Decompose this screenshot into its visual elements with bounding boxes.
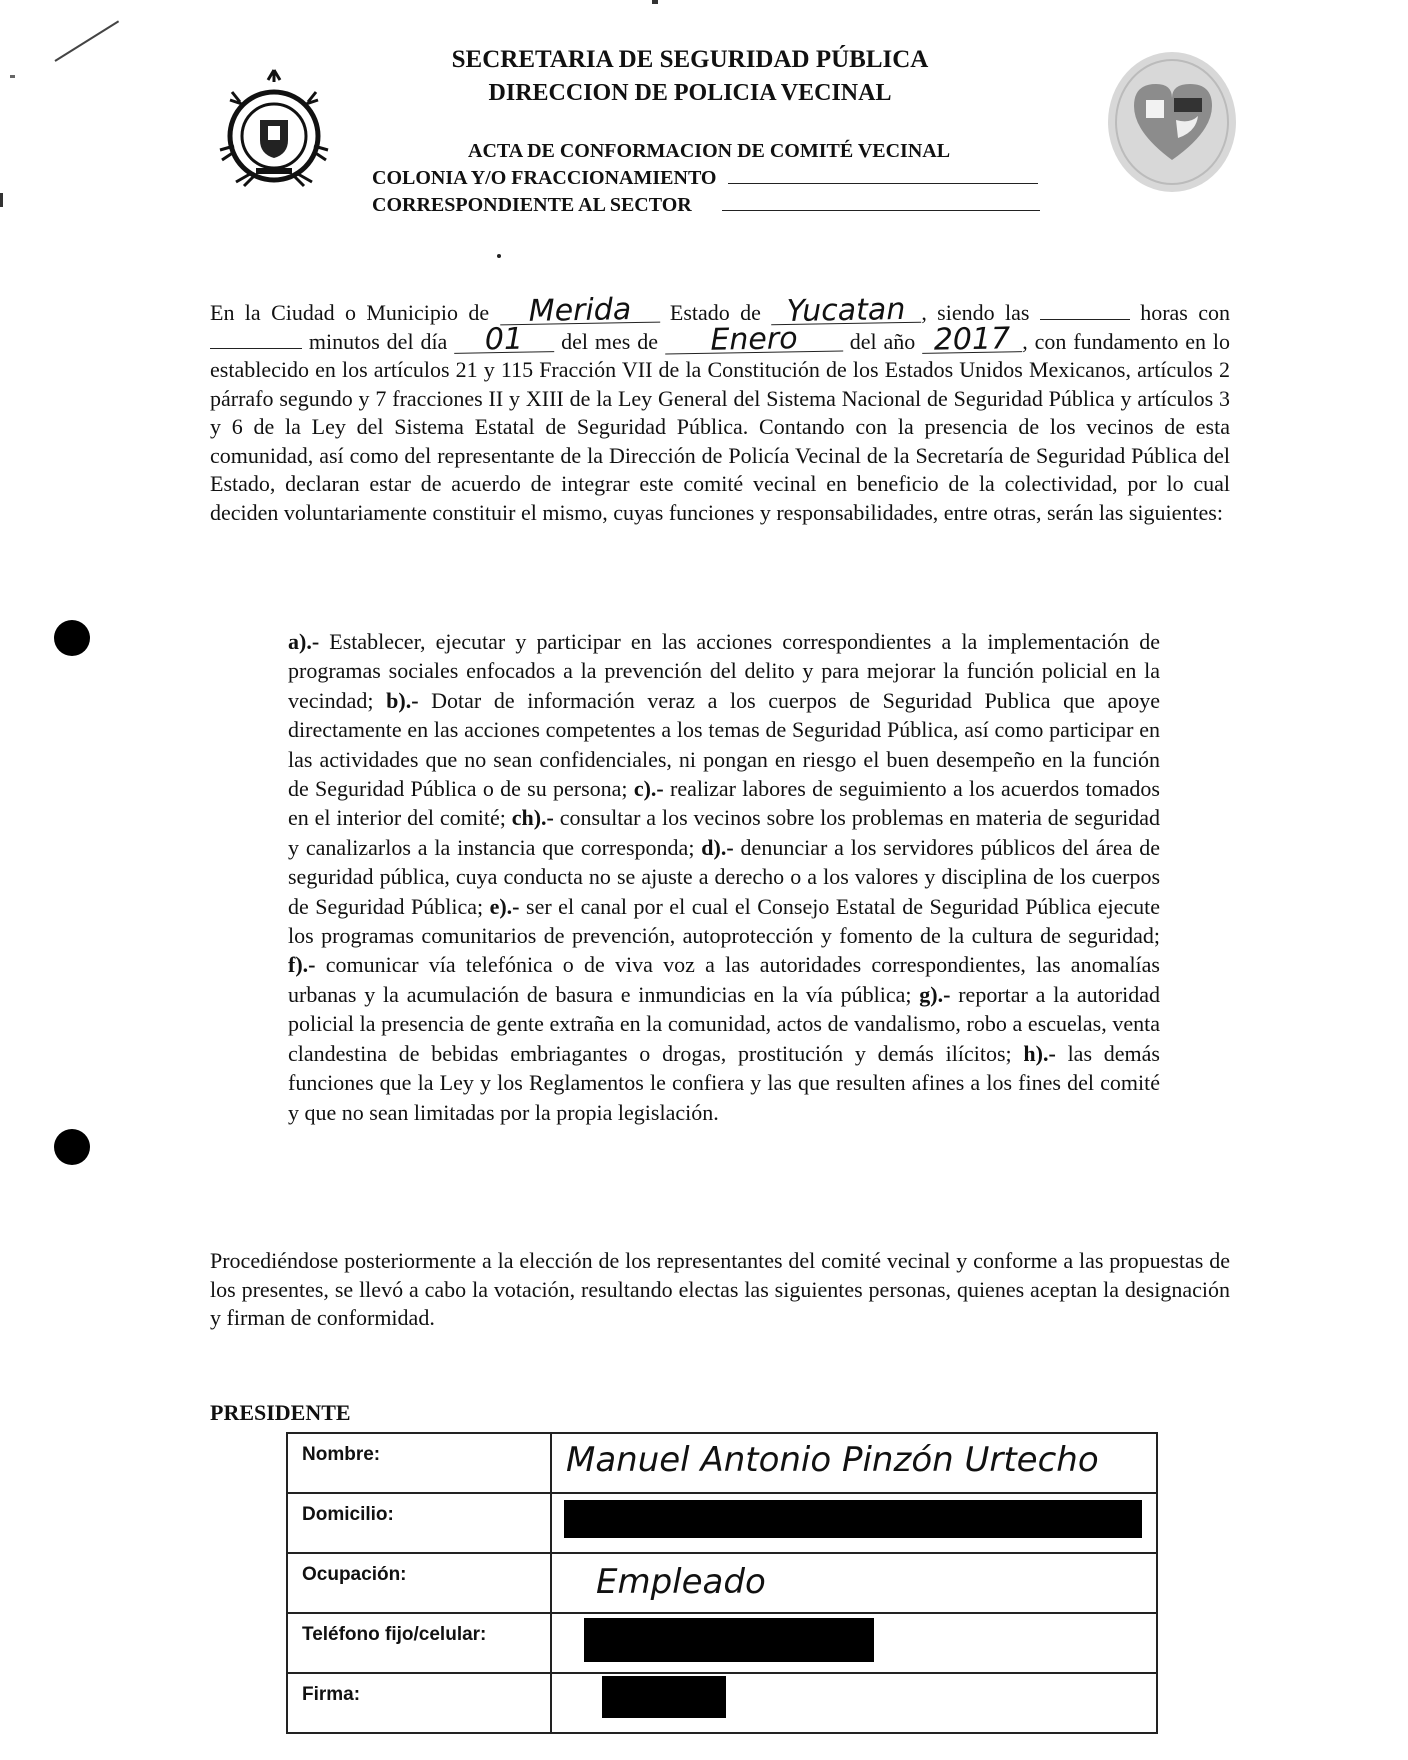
function-key: ch).- — [511, 805, 554, 831]
dia-handwritten: 01 — [454, 327, 554, 354]
telefono-value-cell — [551, 1613, 1157, 1673]
nombre-value-cell — [551, 1433, 1157, 1493]
sector-label: CORRESPONDIENTE AL SECTOR — [372, 194, 692, 216]
colonia-label: COLONIA Y/O FRACCIONAMIENTO — [372, 167, 717, 189]
function-text: consultar a los vecinos sobre los problemas en materia de seguridad y canalizarlos a la instancia que corresponda; — [288, 805, 1160, 860]
header-direccion: DIRECCION DE POLICIA VECINAL — [488, 80, 892, 106]
telefono-label: Teléfono fijo/celular: — [287, 1613, 551, 1673]
firma-label: Firma: — [287, 1673, 551, 1733]
scan-mark — [0, 193, 3, 207]
nombre-label: Nombre: — [287, 1433, 551, 1493]
hora-blank — [1040, 305, 1130, 320]
functions-paragraph — [288, 627, 1160, 1127]
firma-value-cell — [551, 1673, 1157, 1733]
function-key: a).- — [288, 629, 320, 654]
function-key: d).- — [701, 834, 734, 860]
intro-text: Estado de — [669, 300, 761, 325]
ocupacion-label: Ocupación: — [287, 1553, 551, 1613]
function-text: realizar labores de seguimiento a los acuerdos tomados en el interior del comité; — [288, 776, 1160, 831]
function-text: Dotar de información veraz a los cuerpos de Seguridad Publica que apoye directamente en las acciones competentes a los temas de Seguridad Pública, así como participar en las actividades que no sean confidenciales, ni pongan en riesgo el buen desempeño en la función de Seguridad Pública o de su persona; — [288, 687, 1160, 802]
redaction-bar — [584, 1618, 874, 1662]
function-text: las demás funciones que la Ley y los Reglamentos le confiera y las que resulten afines a los fines del comité y que no sean limitadas por la propia legislación. — [288, 1040, 1160, 1125]
function-key: g).- — [919, 981, 951, 1007]
estado-handwritten: Yucatan — [771, 298, 921, 326]
scan-mark — [10, 75, 15, 78]
table-row — [287, 1613, 1157, 1673]
intro-text: minutos del día — [308, 328, 448, 354]
minutos-blank — [210, 334, 302, 349]
intro-text: horas con — [1140, 300, 1230, 325]
intro-text: En la Ciudad o Municipio de — [210, 300, 490, 325]
colonia-blank — [728, 169, 1038, 184]
sector-blank — [722, 196, 1040, 211]
function-text: ser el canal por el cual el Consejo Estatal de Seguridad Pública ejecute los programas comunitarios de prevención, autoprotección y fomento de la cultura de seguridad; — [288, 893, 1160, 949]
function-key: c).- — [633, 776, 664, 802]
ssp-seal-logo — [210, 64, 338, 199]
punch-hole — [54, 1129, 90, 1165]
nombre-handwritten: Manuel Antonio Pinzón Urtecho — [566, 1440, 1099, 1480]
function-text: reportar a la autoridad policial la presencia de gente extraña en la comunidad, actos de vandalismo, robo a escuelas, venta clandestina de bebidas embriagantes o drogas, prostitución y demás ilícitos; — [288, 981, 1160, 1066]
function-key: f).- — [288, 952, 316, 978]
closing-paragraph: Procediéndose posteriormente a la elección de los representantes del comité vecinal y conforme a las propuestas de los presentes, se llevó a cabo la votación, resultando electas las siguientes personas, quienes aceptan la designación y firman de conformidad. — [210, 1248, 1230, 1330]
anio-handwritten: 2017 — [922, 327, 1022, 354]
intro-text: del mes de — [561, 328, 658, 354]
consejo-estatal-seal-logo — [1106, 50, 1238, 194]
function-text: Establecer, ejecutar y participar en las acciones correspondientes a la implementación de programas sociales enfocados a la prevención del delito y para mejorar la función policial en la vecindad; — [288, 629, 1160, 713]
function-text: comunicar vía telefónica o de viva voz a las autoridades correspondientes, las anomalías urbanas y la acumulación de basura e inmundicias en la vía pública; — [288, 952, 1160, 1007]
function-key: b).- — [386, 687, 419, 713]
function-text: denunciar a los servidores públicos del área de seguridad pública, cuya conducta no se ajuste a derecho o a los valores y disciplina de los cuerpos de Seguridad Pública; — [288, 834, 1160, 919]
table-row — [287, 1433, 1157, 1493]
intro-text: , siendo las — [921, 300, 1030, 325]
table-row — [287, 1553, 1157, 1613]
mes-handwritten: Enero — [665, 326, 843, 354]
sector-field — [372, 194, 1040, 217]
presidente-title: PRESIDENTE — [210, 1400, 351, 1425]
table-row — [287, 1493, 1157, 1553]
ocupacion-value-cell — [551, 1553, 1157, 1613]
presidente-table — [286, 1432, 1158, 1734]
function-key: h).- — [1023, 1040, 1056, 1066]
domicilio-value-cell — [551, 1493, 1157, 1553]
intro-text: del año — [849, 328, 916, 354]
redaction-bar — [564, 1500, 1142, 1538]
ocupacion-handwritten: Empleado — [596, 1562, 766, 1602]
redaction-bar — [602, 1676, 726, 1718]
scan-mark — [497, 254, 501, 258]
scan-mark — [54, 20, 119, 61]
colonia-field — [372, 167, 1038, 190]
table-row — [287, 1673, 1157, 1733]
scan-mark — [652, 0, 658, 4]
domicilio-label: Domicilio: — [287, 1493, 551, 1553]
function-key: e).- — [489, 893, 520, 919]
acta-title: ACTA DE CONFORMACION DE COMITÉ VECINAL — [468, 140, 951, 162]
punch-hole — [54, 620, 90, 656]
header-secretaria: SECRETARIA DE SEGURIDAD PÚBLICA — [451, 46, 929, 73]
intro-text: , con fundamento en lo establecido en los artículos 21 y 115 Fracción VII de la Constitución de los Estados Unidos Mexicanos, artículos 2 párrafo segundo y 7 fracciones II y XIII de la Ley General del Sistema Nacional de Seguridad Pública y artículos 3 y 6 de la Ley del Sistema Estatal de Seguridad Pública. Contando con la presencia de los vecinos de esta comunidad, así como del representante de la Dirección de Policía Vecinal de la Secretaría de Seguridad Pública del Estado, declaran estar de acuerdo de integrar este comité vecinal en beneficio de la colectividad, por lo cual deciden voluntariamente constituir el mismo, cuyas funciones y responsabilidades, entre otras, serán las siguientes: — [210, 328, 1230, 525]
intro-paragraph — [210, 291, 1230, 527]
municipio-handwritten: Merida — [499, 298, 659, 326]
